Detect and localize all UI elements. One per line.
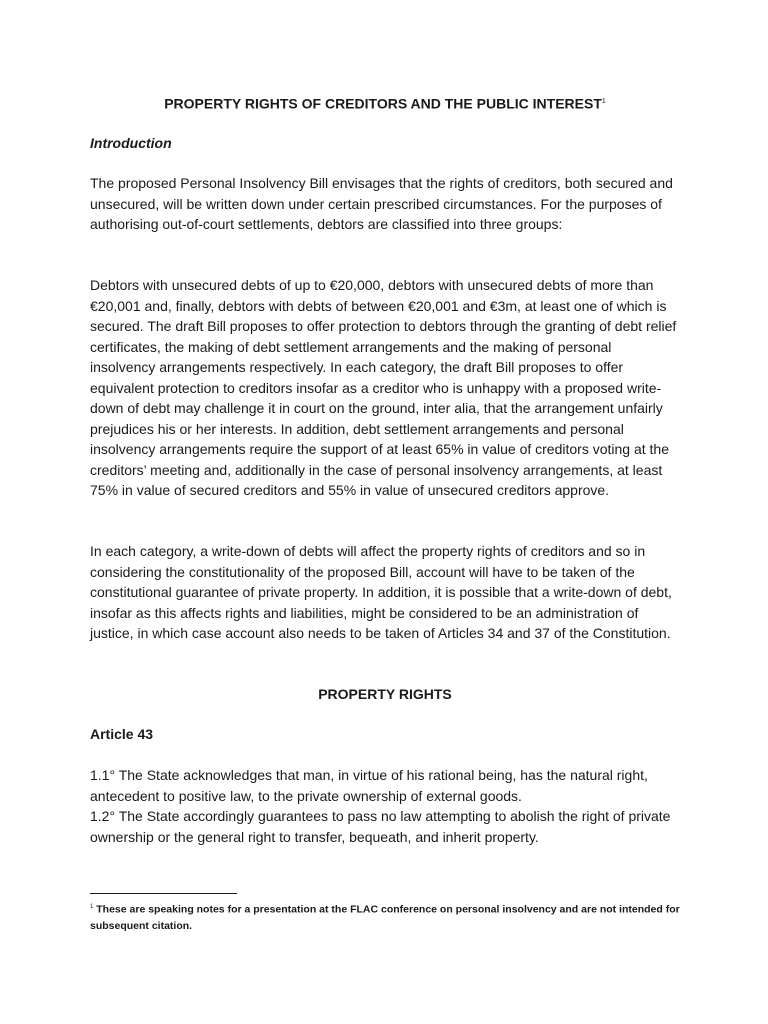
- article-43-clause-1-2: 1.2° The State accordingly guarantees to pass no law attempting to abolish the right of private ownership or the general right to transfer, bequeath, and inherit property.: [90, 808, 671, 845]
- section-heading-article-43: Article 43: [90, 726, 154, 742]
- footnote-marker: 1: [90, 904, 94, 910]
- intro-paragraph-2: Debtors with unsecured debts of up to €20,000, debtors with unsecured debts of more than €20,001 and, finally, debtors with debts of between €20,001 and €3m, at least one of which is secured. The draft Bill proposes to offer protection to debtors through the granting of debt relief certificates, the making of debt settlement arrangements and the making of personal insolvency arrangements respectively. In each category, the draft Bill proposes to offer equivalent protection to creditors insofar as a creditor who is unhappy with a proposed write-down of debt may challenge it in court on the ground, inter alia, that the arrangement unfairly prejudices his or her interests. In addition, debt settlement arrangements and personal insolvency arrangements require the support of at least 65% in value of creditors voting at the creditors’ meeting and, additionally in the case of personal insolvency arrangements, at least 75% in value of secured creditors and 55% in value of unsecured creditors approve.: [90, 277, 677, 498]
- intro-paragraph-1: The proposed Personal Insolvency Bill envisages that the rights of creditors, both secured and unsecured, will be written down under certain prescribed circumstances. For the purposes of authorising out-of-court settlements, debtors are classified into three groups:: [90, 175, 673, 232]
- section-heading-property-rights: PROPERTY RIGHTS: [318, 686, 452, 702]
- document-title: [90, 93, 680, 113]
- section-heading-introduction: Introduction: [90, 135, 172, 151]
- footnote: [90, 899, 690, 934]
- title-footnote-marker[interactable]: 1: [601, 98, 606, 105]
- footnote-text: These are speaking notes for a presentation at the FLAC conference on personal insolvency and are not intended for subsequent citation.: [90, 903, 680, 932]
- intro-paragraph-3: In each category, a write-down of debts will affect the property rights of creditors and so in considering the constitutionality of the proposed Bill, account will have to be taken of the constitutional guarantee of private property. In addition, it is possible that a write-down of debt, insofar as this affects rights and liabilities, might be considered to be an administration of justice, in which case account also needs to be taken of Articles 34 and 37 of the Constitution.: [90, 543, 672, 641]
- document-title-text: PROPERTY RIGHTS OF CREDITORS AND THE PUBLIC INTEREST: [164, 95, 602, 112]
- footnote-divider: [90, 893, 237, 894]
- article-43-clause-1-1: 1.1° The State acknowledges that man, in virtue of his rational being, has the natural right, antecedent to positive law, to the private ownership of external goods.: [90, 767, 648, 804]
